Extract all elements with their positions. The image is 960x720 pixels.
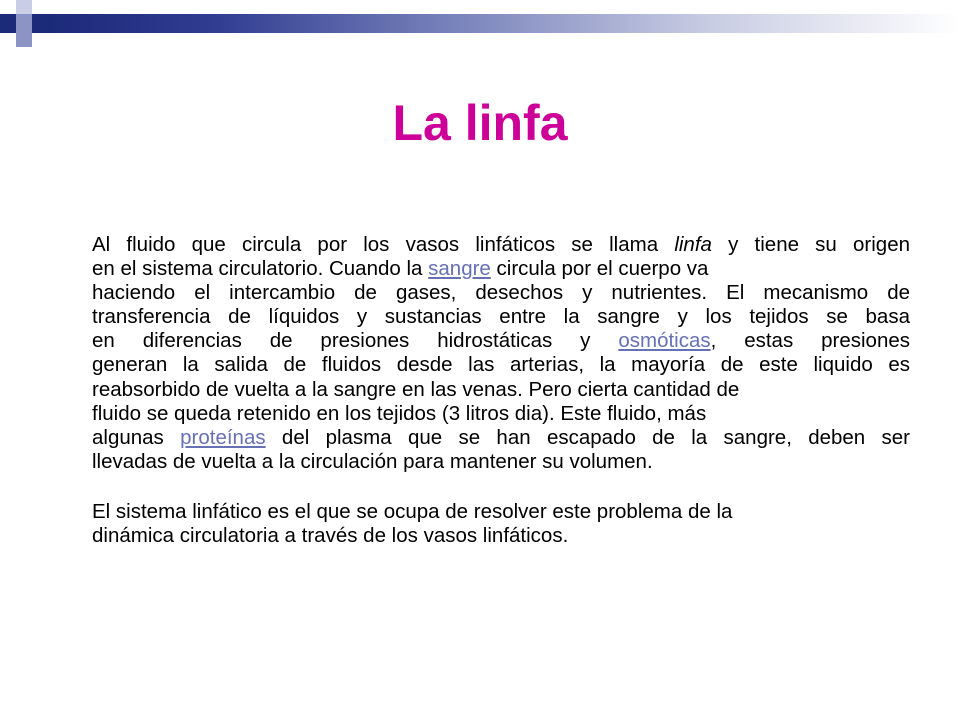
link-proteinas[interactable]: proteínas bbox=[180, 425, 266, 449]
decor-square bbox=[32, 0, 48, 14]
decor-square bbox=[0, 14, 16, 33]
text-line: El sistema linfático es el que se ocupa de resolver este problema de la bbox=[92, 500, 733, 523]
decor-square bbox=[16, 33, 32, 47]
emphasis-linfa: linfa bbox=[674, 233, 712, 256]
decor-square bbox=[0, 33, 16, 47]
slide-title: La linfa bbox=[392, 95, 568, 151]
text-line bbox=[92, 257, 910, 281]
text-segment: Al fluido que circula por los vasos linfáticos se llama bbox=[92, 233, 675, 256]
text-line: haciendo el intercambio de gases, desechos y nutrientes. El mecanismo de bbox=[92, 281, 910, 305]
decor-square bbox=[32, 14, 48, 33]
text-line: fluido se queda retenido en los tejidos (3 litros dia). Este fluido, más bbox=[92, 401, 707, 425]
text-segment: y tiene su origen bbox=[711, 233, 910, 256]
text-segment: en el sistema circulatorio. Cuando la bbox=[92, 257, 429, 281]
text-line bbox=[92, 426, 910, 450]
header-gradient-bar bbox=[48, 14, 960, 33]
decor-square bbox=[16, 0, 32, 14]
text-segment: en diferencias de presiones hidrostáticas y bbox=[92, 329, 619, 353]
text-segment: algunas bbox=[92, 425, 181, 449]
text-segment: , estas presiones bbox=[710, 329, 910, 353]
slide-header-decoration bbox=[0, 0, 960, 48]
text-line bbox=[92, 233, 910, 257]
decor-square bbox=[16, 14, 32, 33]
link-osmoticas[interactable]: osmóticas bbox=[618, 329, 711, 353]
text-segment: del plasma que se han escapado de la sangre, deben ser bbox=[265, 425, 910, 449]
text-line: llevadas de vuelta a la circulación para mantener su volumen. bbox=[92, 449, 653, 473]
link-sangre[interactable]: sangre bbox=[428, 257, 491, 281]
paragraph-lymph-origin bbox=[92, 233, 910, 474]
text-line: dinámica circulatoria a través de los vasos linfáticos. bbox=[92, 524, 569, 548]
text-line: reabsorbido de vuelta a la sangre en las venas. Pero cierta cantidad de bbox=[92, 377, 740, 401]
text-segment: circula por el cuerpo va bbox=[490, 257, 709, 281]
paragraph-lymphatic-system bbox=[92, 500, 910, 548]
text-line bbox=[92, 329, 910, 353]
text-line: transferencia de líquidos y sustancias entre la sangre y los tejidos se basa bbox=[92, 305, 910, 329]
text-line: generan la salida de fluidos desde las arterias, la mayoría de este liquido es bbox=[92, 353, 910, 377]
